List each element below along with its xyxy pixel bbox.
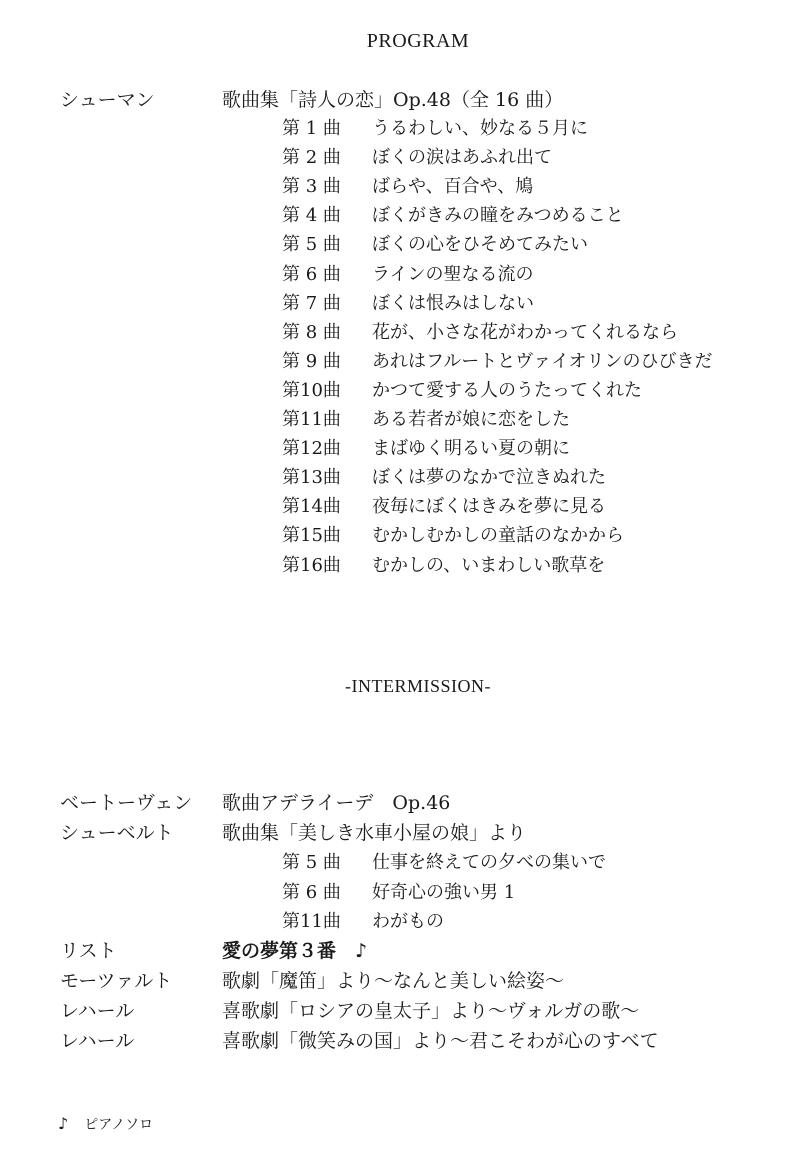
work-title: 歌曲集「詩人の恋」Op.48（全 16 曲）: [222, 89, 564, 111]
song-number: 第15曲: [282, 525, 341, 547]
song-title: あれはフルートとヴァイオリンのひびきだ: [372, 350, 713, 372]
song-title: 花が、小さな花がわかってくれるなら: [372, 321, 678, 343]
work-title: 歌曲集「美しき水車小屋の娘」より: [222, 822, 527, 844]
song-title: むかしむかしの童話のなかから: [372, 525, 624, 547]
composer-name: シューマン: [60, 89, 155, 111]
song-number: 第 9 曲: [282, 350, 341, 372]
song-title: ぼくの涙はあふれ出て: [372, 147, 552, 169]
composer-name: レハール: [60, 1030, 135, 1052]
song-title: ラインの聖なる流の: [372, 263, 534, 285]
song-number: 第 6 曲: [282, 263, 341, 285]
program-title: PROGRAM: [366, 30, 470, 52]
composer-name: レハール: [60, 1000, 135, 1022]
song-number: 第 6 曲: [282, 881, 341, 903]
song-title: まばゆく明るい夏の朝に: [372, 438, 570, 460]
composer-name: リスト: [60, 940, 117, 962]
composer-name: ベートーヴェン: [60, 792, 193, 814]
footnote: [58, 1114, 153, 1134]
music-note-icon: ♪: [58, 1114, 69, 1133]
song-number: 第 7 曲: [282, 292, 341, 314]
song-number: 第 2 曲: [282, 147, 341, 169]
song-title: ある若者が娘に恋をした: [372, 409, 570, 430]
song-number: 第 5 曲: [282, 234, 341, 256]
work-title: 愛の夢第３番 ♪: [222, 940, 368, 962]
song-number: 第 4 曲: [282, 205, 341, 227]
song-title: かつて愛する人のうたってくれた: [372, 379, 642, 401]
song-title: 好奇心の強い男 1: [372, 881, 516, 903]
song-title: ぼくは恨みはしない: [372, 292, 534, 314]
song-number: 第 8 曲: [282, 321, 341, 343]
song-number: 第12曲: [282, 438, 341, 460]
composer-name: シューベルト: [60, 822, 174, 844]
song-number: 第11曲: [282, 409, 341, 430]
composer-name: モーツァルト: [60, 970, 173, 992]
song-title: ぼくがきみの瞳をみつめること: [372, 205, 624, 227]
song-title: 仕事を終えての夕べの集いで: [372, 852, 606, 873]
song-title: ぼくは夢のなかで泣きぬれた: [372, 467, 606, 489]
work-title: 喜歌劇「微笑みの国」より～君こそわが心のすべて: [222, 1030, 659, 1052]
song-title: むかしの、いまわしい歌草を: [372, 554, 606, 576]
work-title: 歌劇「魔笛」より～なんと美しい絵姿～: [222, 970, 565, 992]
song-number: 第14曲: [282, 496, 341, 518]
song-title: 夜毎にぼくはきみを夢に見る: [372, 496, 606, 518]
song-number: 第 3 曲: [282, 176, 341, 198]
song-number: 第 1 曲: [282, 118, 341, 139]
song-number: 第11曲: [282, 911, 341, 932]
song-number: 第13曲: [282, 467, 341, 489]
work-title: 喜歌劇「ロシアの皇太子」より～ヴォルガの歌～: [222, 1000, 640, 1022]
song-number: 第10曲: [282, 379, 341, 401]
song-number: 第 5 曲: [282, 852, 341, 873]
song-title: ぼくの心をひそめてみたい: [372, 234, 588, 256]
song-title: ばらや、百合や、鳩: [372, 176, 534, 198]
work-title: 歌曲アデライーデ Op.46: [222, 792, 451, 814]
song-number: 第16曲: [282, 554, 341, 576]
intermission-label: -INTERMISSION-: [345, 676, 491, 696]
song-title: わがもの: [372, 911, 444, 932]
footnote-text: ピアノソロ: [84, 1117, 154, 1133]
song-title: うるわしい、妙なる５月に: [372, 118, 588, 139]
